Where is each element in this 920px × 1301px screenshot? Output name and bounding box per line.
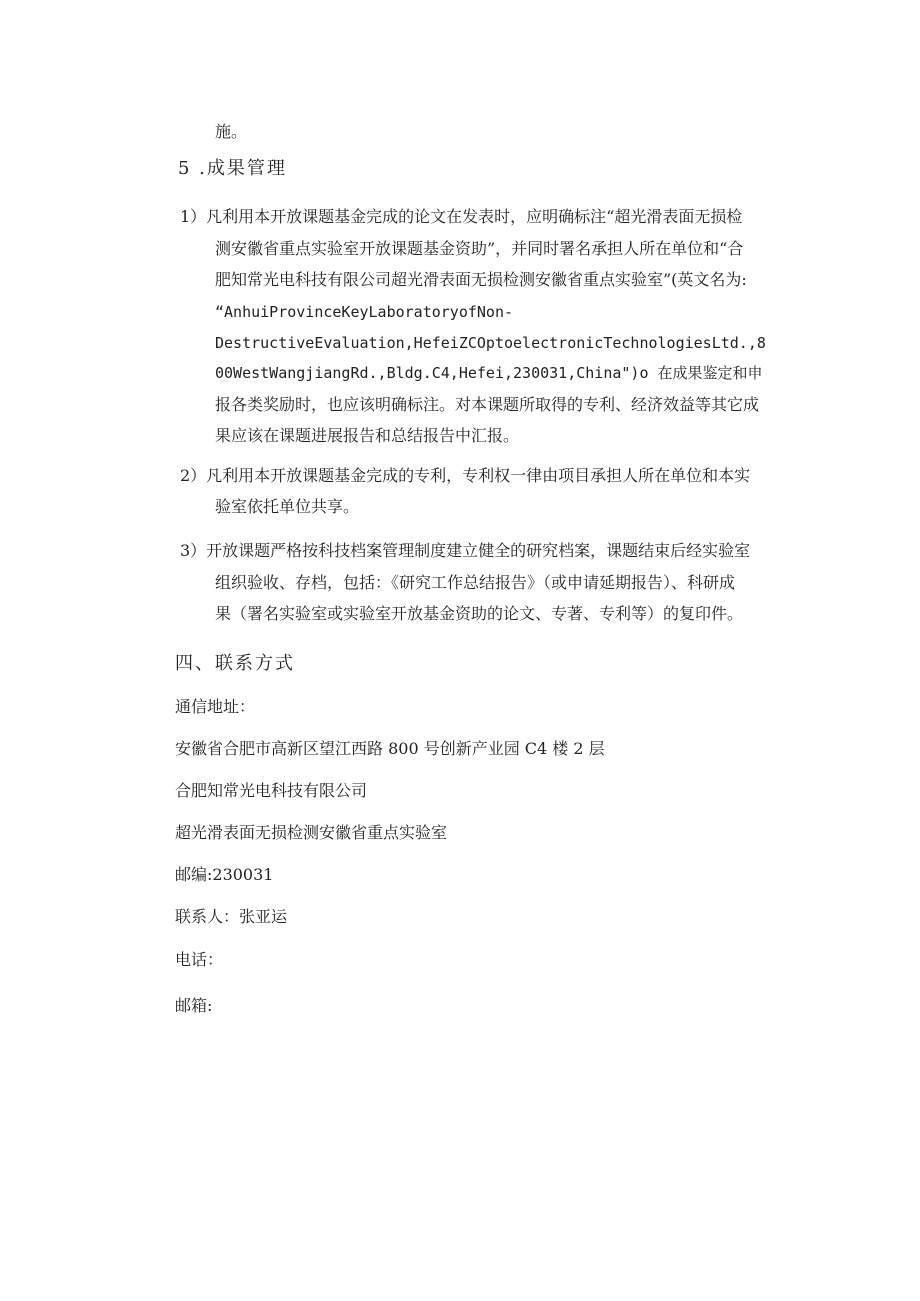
phone-label: 电话： xyxy=(175,950,224,969)
item3-line-1: 3）开放课题严格按科技档案管理制度建立健全的研究档案，课题结束后经实验室 xyxy=(180,541,751,560)
item1-line-7: 报各类奖励时，也应该明确标注。对本课题所取得的专利、经济效益等其它成 xyxy=(215,395,760,414)
item1-line-6: 00WestWangjiangRd.,Bldg.C4,Hefei,230031,China")o 在成果鉴定和申 xyxy=(215,364,763,382)
address-label: 通信地址： xyxy=(175,697,256,716)
postcode: 邮编:230031 xyxy=(175,865,274,884)
company-name: 合肥知常光电科技有限公司 xyxy=(175,781,368,800)
item1-line-5: DestructiveEvaluation,HefeiZCOptoelectronicTechnologiesLtd.,8 xyxy=(215,334,766,352)
item1-line-4: “AnhuiProvinceKeyLaboratoryofNon- xyxy=(215,303,514,321)
lab-name: 超光滑表面无损检测安徽省重点实验室 xyxy=(175,823,448,842)
section-heading-contact: 四、联系方式 xyxy=(175,653,295,674)
contact-person: 联系人：张亚运 xyxy=(175,907,288,926)
item1-line-2: 测安徽省重点实验室开放课题基金资助”，并同时署名承担人所在单位和“合 xyxy=(215,239,744,258)
item2-line-1: 2）凡利用本开放课题基金完成的专利，专利权一律由项目承担人所在单位和本实 xyxy=(180,466,751,485)
previous-paragraph-tail: 施。 xyxy=(215,122,248,141)
item3-line-3: 果（署名实验室或实验室开放基金资助的论文、专著、专利等）的复印件。 xyxy=(215,604,744,623)
email-label: 邮箱: xyxy=(175,996,213,1015)
item1-line-1: 1）凡利用本开放课题基金完成的论文在发表时，应明确标注“超光滑表面无损检 xyxy=(180,207,743,226)
item2-line-2: 验室依托单位共享。 xyxy=(215,497,360,516)
item1-line-8: 果应该在课题进展报告和总结报告中汇报。 xyxy=(215,426,520,445)
item3-line-2: 组织验收、存档，包括：《研究工作总结报告》（或申请延期报告）、科研成 xyxy=(215,573,736,592)
address-text: 安徽省合肥市高新区望江西路 800 号创新产业园 C4 楼 2 层 xyxy=(175,739,605,758)
item1-line-3: 肥知常光电科技有限公司超光滑表面无损检测安徽省重点实验室”(英文名为: xyxy=(215,270,747,289)
section-heading-results-management: 5 .成果管理 xyxy=(178,158,287,179)
